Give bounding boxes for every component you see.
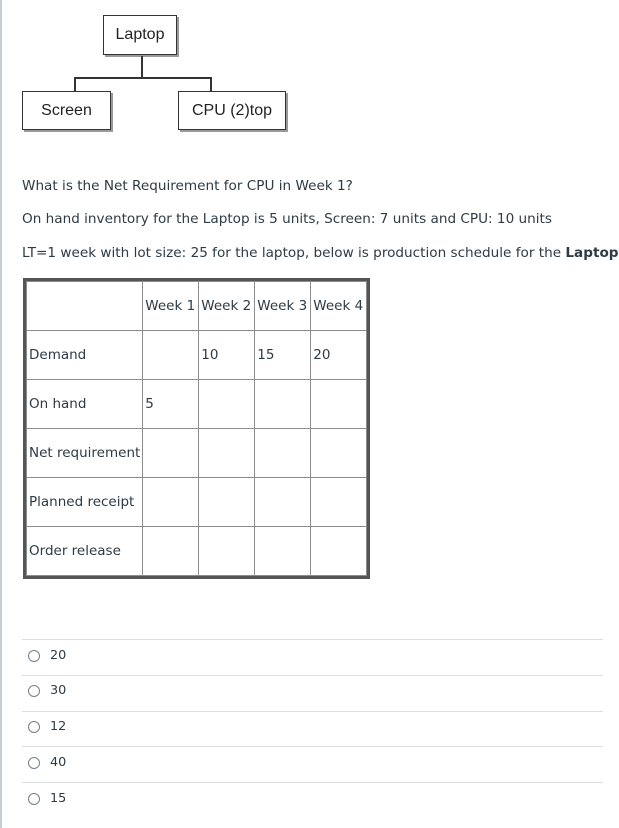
row-label: Planned receipt — [27, 478, 143, 527]
answer-option[interactable] — [28, 683, 66, 698]
radio-button[interactable] — [28, 757, 40, 769]
table-cell — [199, 429, 255, 478]
table-cell: 20 — [311, 331, 367, 380]
answer-option[interactable] — [28, 791, 66, 806]
option-divider — [22, 675, 603, 676]
header-cell — [27, 282, 143, 331]
table-cell — [311, 527, 367, 576]
bom-node-label: Screen — [41, 101, 92, 119]
row-label: Demand — [27, 331, 143, 380]
option-label: 12 — [50, 719, 67, 734]
bom-connector — [141, 56, 143, 78]
table-cell — [143, 331, 199, 380]
radio-button[interactable] — [28, 793, 40, 805]
table-cell — [255, 478, 311, 527]
bom-node-label: CPU (2)top — [191, 101, 273, 119]
bom-node-label: Laptop — [115, 26, 165, 43]
answer-option[interactable] — [28, 719, 66, 734]
table-cell — [311, 429, 367, 478]
radio-button[interactable] — [28, 685, 40, 697]
question-info-schedule — [22, 245, 619, 261]
table-cell: 10 — [199, 331, 255, 380]
bom-connector — [210, 77, 212, 92]
bom-connector — [74, 77, 76, 92]
table-cell — [311, 478, 367, 527]
table-cell — [311, 380, 367, 429]
bom-node-cpu — [178, 91, 286, 130]
option-label: 20 — [50, 648, 67, 663]
row-label: Order release — [27, 527, 143, 576]
answer-option[interactable] — [28, 755, 66, 770]
table-cell — [143, 429, 199, 478]
option-divider — [22, 746, 603, 747]
row-label: Net requirement — [27, 429, 143, 478]
table-cell — [199, 380, 255, 429]
option-divider — [22, 639, 603, 640]
table-row — [27, 331, 367, 380]
schedule-table — [23, 278, 370, 579]
option-label: 30 — [50, 683, 67, 698]
table-cell — [255, 527, 311, 576]
table-cell — [143, 478, 199, 527]
bom-node-laptop — [103, 15, 177, 55]
question-info-bold: Laptop — [565, 245, 619, 261]
bom-node-screen — [22, 91, 111, 130]
option-label: 40 — [50, 755, 67, 770]
table-cell — [143, 527, 199, 576]
table-cell: 15 — [255, 331, 311, 380]
bom-connector — [74, 77, 212, 79]
table-row — [27, 429, 367, 478]
question-text: What is the Net Requirement for CPU in Week 1? — [22, 178, 353, 194]
content-left-border — [0, 0, 2, 828]
option-divider — [22, 711, 603, 712]
header-cell: Week 2 — [199, 282, 255, 331]
radio-button[interactable] — [28, 721, 40, 733]
table-cell — [255, 429, 311, 478]
table-cell — [199, 478, 255, 527]
table-row — [27, 527, 367, 576]
header-cell: Week 3 — [255, 282, 311, 331]
question-info-text: LT=1 week with lot size: 25 for the laptop, below is production schedule for the — [22, 245, 566, 261]
question-info-inventory: On hand inventory for the Laptop is 5 units, Screen: 7 units and CPU: 10 units — [22, 211, 552, 227]
option-divider — [22, 782, 603, 783]
header-cell: Week 4 — [311, 282, 367, 331]
table-row — [27, 380, 367, 429]
table-cell — [255, 380, 311, 429]
table-cell: 5 — [143, 380, 199, 429]
table-row — [27, 478, 367, 527]
option-label: 15 — [50, 791, 67, 806]
header-cell: Week 1 — [143, 282, 199, 331]
row-label: On hand — [27, 380, 143, 429]
table-header-row — [27, 282, 367, 331]
radio-button[interactable] — [28, 650, 40, 662]
table-cell — [199, 527, 255, 576]
answer-option[interactable] — [28, 648, 66, 663]
